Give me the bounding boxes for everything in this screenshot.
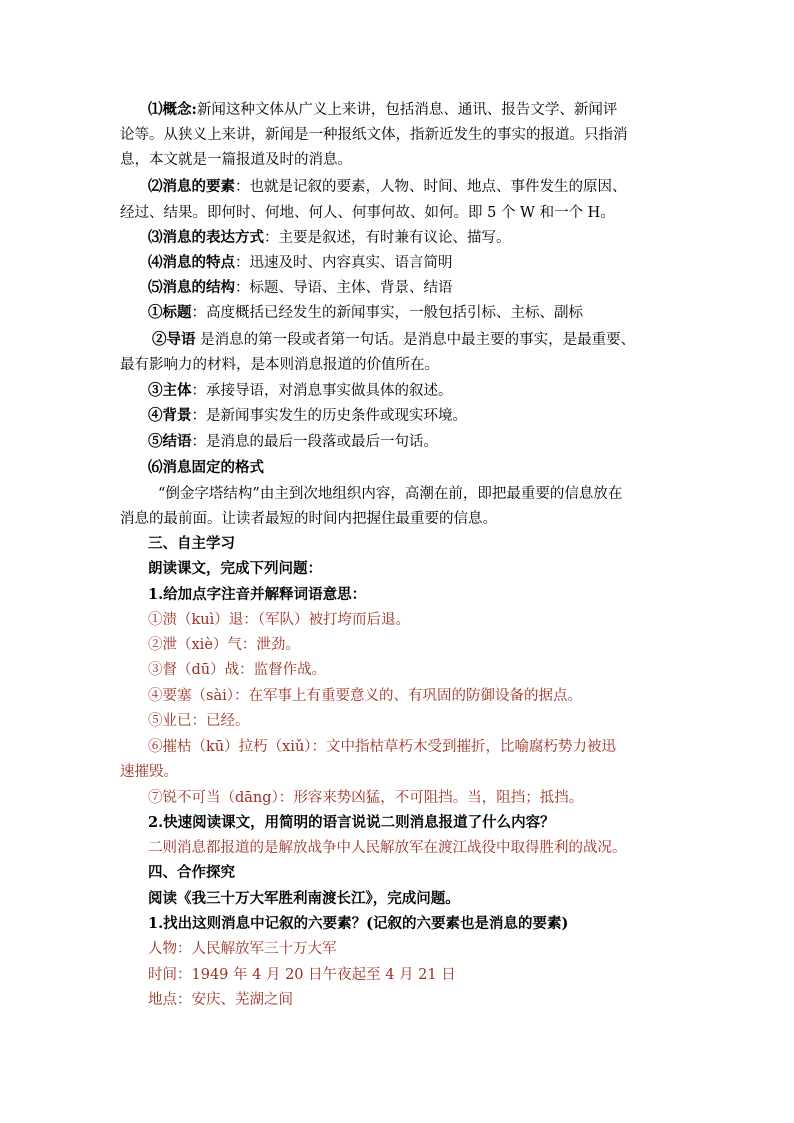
meaning: 文中指枯草朽木受到摧折，比喻腐朽势力被迅 (326, 739, 617, 755)
lead-text-cont: 最有影响力的材料，是本则消息报道的价值所在。 (120, 357, 439, 373)
answer-time: 时间：1949 年 4 月 20 日午夜起至 4 月 21 日 (148, 967, 456, 983)
meaning: 形容来势凶猛，不可阻挡。当，阻挡；抵挡。 (293, 790, 584, 806)
concept-text-cont: 论等。从狭义上来讲，新闻是一种报纸文体，指新近发生的事实的报道。只指消 (120, 127, 628, 143)
pinyin: dāng (235, 790, 272, 806)
concept-text: 新闻这种文体从广义上来讲，包括消息、通讯、报告文学、新闻评 (196, 102, 618, 118)
structure-line (148, 278, 718, 298)
concept-number: ⑴ (148, 101, 163, 118)
vocab-item: ⑦锐不可当（dāng）：形容来势凶猛，不可阻挡。当，阻挡；抵挡。 (148, 790, 584, 806)
background-text: ：是新闻事实发生的历史条件或现实环境。 (191, 408, 467, 424)
six-elements-question: 1.找出这则消息中记叙的六要素？(记叙的六要素也是消息的要素) (148, 915, 569, 932)
meaning: 在军事上有重要意义的、有巩固的防御设备的据点。 (248, 688, 582, 704)
pinyin: kuì (191, 612, 215, 628)
title-line (148, 303, 718, 323)
features-line (148, 253, 718, 273)
body-line (148, 381, 718, 401)
vocab-item: ③督（dū）战：监督作战。 (148, 662, 327, 678)
section4-intro: 阅读《我三十万大军胜利南渡长江》，完成问题。 (148, 890, 460, 907)
expression-label: ⑶消息的表达方式 (148, 229, 264, 246)
background-line (148, 406, 718, 426)
elements-line (148, 177, 718, 197)
summary-question: 2.快速阅读课文，用简明的语言说说二则消息报道了什么内容？ (148, 814, 555, 831)
body-label: ③主体 (148, 382, 192, 399)
concept-label: 概念: (162, 101, 197, 118)
section3-heading: 三、自主学习 (148, 535, 235, 552)
elements-text-cont: 经过、结果。即何时、何地、何人、何事何故、如何。即 5 个 W 和一个 H。 (120, 205, 615, 221)
pinyin: sài (206, 688, 227, 704)
pinyin: kū (206, 739, 225, 755)
meaning: （军队）被打垮而后退。 (257, 612, 411, 628)
format-label: ⑹消息固定的格式 (148, 459, 264, 476)
expression-line (148, 228, 718, 248)
ending-label: ⑤结语 (148, 433, 192, 450)
meaning-cont: 速摧毁。 (120, 764, 178, 780)
meaning: 泄劲。 (256, 637, 300, 653)
meaning: 监督作战。 (253, 662, 327, 678)
vocab-item: ①溃（kuì）退：（军队）被打垮而后退。 (148, 612, 411, 628)
ending-text: ：是消息的最后一段落或最后一句话。 (191, 434, 438, 450)
structure-label: ⑸消息的结构 (148, 279, 235, 296)
structure-text: ：标题、导语、主体、背景、结语 (235, 280, 453, 296)
answer-place: 地点：安庆、芜湖之间 (148, 992, 293, 1008)
pinyin: dū (191, 662, 211, 678)
vocab-item: ②泄（xiè）气：泄劲。 (148, 637, 300, 653)
section4-heading: 四、合作探究 (148, 864, 235, 881)
pinyin: xiǔ (282, 739, 305, 755)
format-text-cont: 消息的最前面。让读者最短的时间内把握住最重要的信息。 (120, 511, 497, 527)
pinyin: xiè (191, 637, 213, 653)
elements-text: ：也就是记叙的要素，人物、时间、地点、事件发生的原因、 (235, 179, 627, 195)
vocab-item: ④要塞（sài）：在军事上有重要意义的、有巩固的防御设备的据点。 (148, 688, 582, 704)
concept-line (148, 100, 718, 120)
body-text: ：承接导语，对消息事实做具体的叙述。 (191, 383, 453, 399)
elements-label: ⑵消息的要素 (148, 178, 235, 195)
features-label: ⑷消息的特点 (148, 254, 235, 271)
expression-text: ：主要是叙述，有时兼有议论、描写。 (264, 230, 511, 246)
vocab-item: ⑥摧枯（kū）拉朽（xiǔ）：文中指枯草朽木受到摧折，比喻腐朽势力被迅 (148, 739, 617, 755)
summary-answer: 二则消息都报道的是解放战争中人民解放军在渡江战役中取得胜利的战况。 (148, 840, 627, 856)
lead-line (152, 330, 722, 350)
format-text: “倒金字塔结构”由主到次地组织内容，高潮在前，即把最重要的信息放在 (158, 486, 623, 502)
section3-intro: 朗读课文，完成下列问题： (148, 560, 322, 577)
ending-line (148, 432, 718, 452)
lead-text: 是消息的第一段或者第一句话。是消息中最主要的事实，是最重要、 (195, 332, 636, 348)
vocab-item: ⑤业已：已经。 (148, 713, 250, 729)
meaning: 已经。 (206, 713, 250, 729)
vocab-question: 1.给加点字注音并解释词语意思： (148, 586, 367, 603)
background-label: ④背景 (148, 407, 192, 424)
title-text: ：高度概括已经发生的新闻事实，一般包括引标、主标、副标 (191, 305, 583, 321)
features-text: ：迅速及时、内容真实、语言简明 (235, 255, 453, 271)
concept-text-end: 息，本文就是一篇报道及时的消息。 (120, 152, 352, 168)
lead-label: ②导语 (152, 331, 196, 348)
title-label: ①标题 (148, 304, 192, 321)
answer-person: 人物：人民解放军三十万大军 (148, 941, 337, 957)
